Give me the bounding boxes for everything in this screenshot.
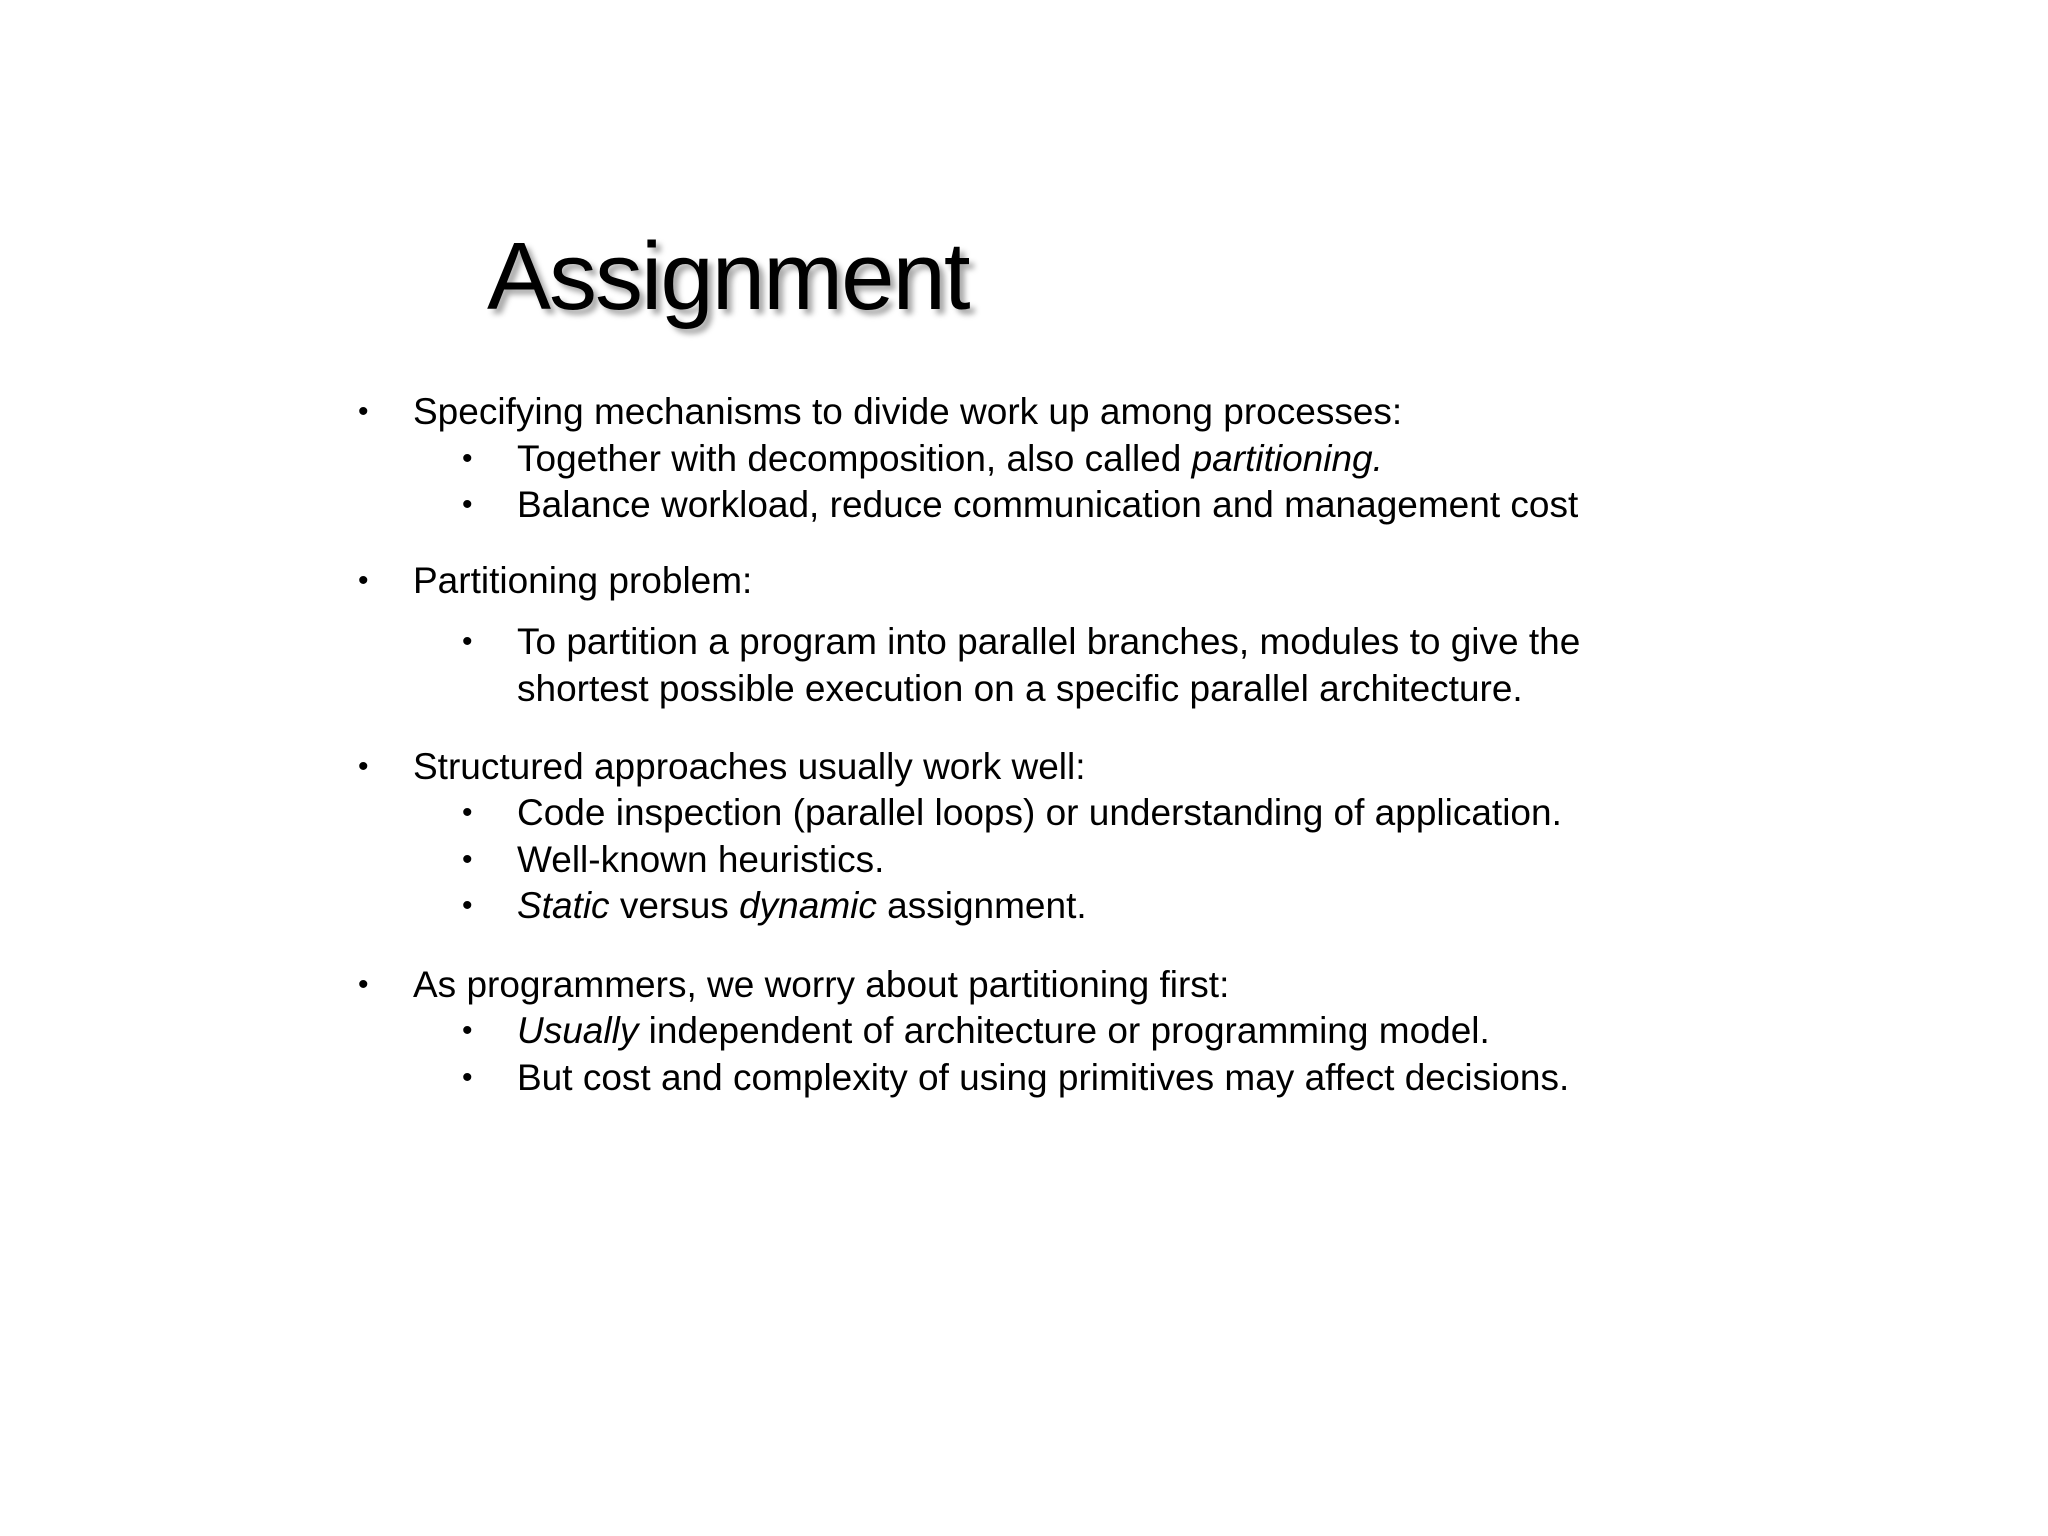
sub-bullet-item: But cost and complexity of using primitives may affect decisions.	[517, 1057, 1570, 1098]
sub-bullet-item: Code inspection (parallel loops) or understanding of application.	[517, 792, 1562, 833]
bullet-icon: •	[462, 889, 473, 922]
bullet-icon: •	[358, 750, 369, 783]
bullet-item: As programmers, we worry about partitioning first:	[413, 964, 1230, 1005]
sub-bullet-item: Usually independent of architecture or programming model.	[517, 1010, 1490, 1051]
slide-title: Assignment	[487, 223, 969, 330]
bullet-icon: •	[462, 1014, 473, 1047]
bullet-icon: •	[462, 625, 473, 658]
sub-bullet-item: Balance workload, reduce communication and management cost	[517, 484, 1579, 525]
bullet-icon: •	[462, 796, 473, 829]
sub-bullet-item: Well-known heuristics.	[517, 839, 885, 880]
sub-bullet-item: Together with decomposition, also called partitioning.	[517, 438, 1383, 479]
sub-bullet-continuation: shortest possible execution on a specific parallel architecture.	[517, 668, 1523, 709]
bullet-icon: •	[462, 1061, 473, 1094]
bullet-item: Structured approaches usually work well:	[413, 746, 1086, 787]
bullet-icon: •	[358, 564, 369, 597]
bullet-icon: •	[358, 395, 369, 428]
bullet-icon: •	[462, 488, 473, 521]
sub-bullet-item: Static versus dynamic assignment.	[517, 885, 1087, 926]
bullet-icon: •	[462, 442, 473, 475]
sub-bullet-item: To partition a program into parallel branches, modules to give the	[517, 621, 1581, 662]
bullet-item: Specifying mechanisms to divide work up among processes:	[413, 391, 1403, 432]
bullet-icon: •	[462, 843, 473, 876]
bullet-icon: •	[358, 968, 369, 1001]
bullet-item: Partitioning problem:	[413, 560, 753, 601]
